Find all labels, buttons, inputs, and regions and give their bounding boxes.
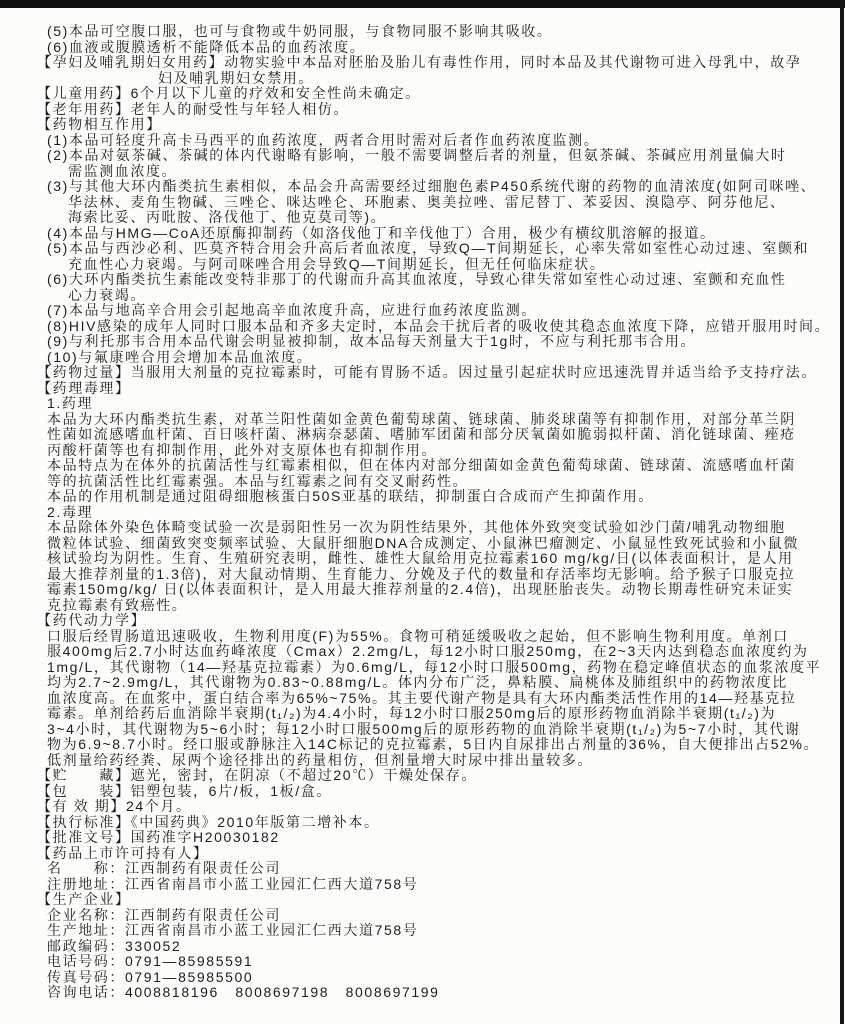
doc-line: 【药代动力学】: [37, 612, 147, 628]
document-text: [0, 24, 845, 1001]
doc-line: 霉素150mg/kg/ 日(以体表面积计，是人用最大推荐剂量的2.4倍)，出现胚胎丧失。动物长期毒性研究未证实: [47, 581, 794, 597]
doc-line: (1)本品可轻度升高卡马西平的血药浓度，两者合用时需对后者作血药浓度监测。: [47, 131, 600, 148]
doc-line: 1.药理: [47, 395, 94, 411]
doc-line: 名 称：江西制药有限责任公司: [47, 860, 281, 876]
doc-line: 【贮 藏】遮光，密封，在阴凉（不超过20℃）干燥处保存。: [37, 767, 477, 783]
doc-line: 传真号码：0791—85985500: [47, 968, 254, 985]
doc-line: 物为6.9~8.7小时。经口服或静脉注入14C标记的克拉霉素，5日内自尿排出占剂量的36%，自大便排出占52%。: [47, 736, 820, 752]
doc-line: 邮政编码：330052: [47, 937, 182, 954]
doc-line: 【药品上市许可持有人】: [37, 844, 209, 861]
doc-line: 微粒体试验、细菌致突变频率试验、大鼠肝细胞DNA合成测定、小鼠淋巴瘤测定、小鼠显性致死试验和小鼠微: [47, 534, 799, 551]
doc-line: 【儿童用药】6个月以下儿童的疗效和安全性尚未确定。: [37, 85, 421, 101]
doc-line: 【药物过量】当服用大剂量的克拉霉素时，可能有胃肠不适。因过量引起症状时应迅速洗胃并适当给予支持疗法。: [37, 364, 817, 380]
doc-line: 本品为大环内酯类抗生素，对革兰阳性菌如金黄色葡萄球菌、链球菌、肺炎球菌等有抑制作用，对部分革兰阴: [47, 410, 796, 427]
doc-line: (6)血液或腹膜透析不能降低本品的血药浓度。: [47, 38, 366, 55]
doc-line: (4)本品与HMG—CoA还原酶抑制药（如洛伐他丁和辛伐他丁）合用，极少有横纹肌溶解的报道。: [47, 224, 716, 241]
doc-line: (10)与氟康唑合用会增加本品血浓度。: [47, 348, 313, 365]
doc-line: 服400mg后2.7小时达血药峰浓度（Cmax）2.2mg/L，每12小时口服250mg，在2~3天内达到稳态血浓度约为: [47, 643, 809, 659]
doc-line: 注册地址：江西省南昌市小蓝工业园汇仁西大道758号: [47, 875, 419, 892]
doc-line: 3~4小时，其代谢物为5~6小时；每12小时口服500mg后的原形药物的血消除半衰期(t₁/₂)为5~7小时，其代谢: [47, 720, 801, 737]
doc-line: (5)本品与西沙必利、匹莫齐特合用会升高后者血浓度，导致Q—T间期延长，心率失常如室性心动过速、室颤和: [47, 240, 810, 256]
doc-line: 需监测血浓度。: [68, 162, 178, 179]
doc-line: (5)本品可空腹口服，也可与食物或牛奶同服，与食物同服不影响其吸收。: [47, 23, 553, 39]
doc-line: 低剂量给药经粪、尿两个途径排出的药量相仿，但剂量增大时尿中排出量较多。: [47, 751, 593, 768]
doc-line: 【有 效 期】24个月。: [37, 798, 192, 814]
doc-line: 口服后经胃肠道迅速吸收，生物利用度(F)为55%。食物可稍延缓吸收之起始，但不影响生物利用度。单剂口: [47, 627, 789, 644]
doc-line: (3)与其他大环内酯类抗生素相似，本品会升高需要经过细胞色素P450系统代谢的药物的血清浓度(如阿司咪唑、: [47, 178, 817, 194]
doc-line: 等的抗菌活性比红霉素强。本品与红霉素之间有交叉耐药性。: [47, 472, 469, 489]
doc-line: 【老年用药】老年人的耐受性与年轻人相仿。: [37, 100, 349, 117]
doc-line: (9)与利托那韦合用本品代谢会明显被抑制，故本品每天剂量大于1g时，不应与利托那韦合用。: [47, 333, 697, 349]
doc-line: (2)本品对氨茶碱、茶碱的体内代谢略有影响，一般不需要调整后者的剂量，但氨茶碱、茶碱应用剂量偏大时: [47, 147, 787, 163]
doc-line: 均为2.7~2.9mg/L，其代谢物为0.83~0.88mg/L。体内分布广泛，鼻粘膜、扁桃体及肺组织中的药物浓度比: [47, 674, 788, 690]
doc-line: 咨询电话：4008818196 8008697198 8008697199: [47, 984, 440, 1000]
doc-line: (6)大环内酯类抗生素能改变特非那丁的代谢而升高其血浓度，导致心律失常如室性心动过速、室颤和充血性: [47, 271, 787, 287]
doc-line: 【生产企业】: [37, 891, 131, 907]
doc-line: 本品特点为在体外的抗菌活性与红霉素相似，但在体内对部分细菌如金黄色葡萄球菌、链球菌、流感嗜血杆菌: [47, 457, 796, 473]
doc-line: 2.毒理: [47, 503, 94, 520]
doc-line: 企业名称：江西制药有限责任公司: [47, 906, 281, 923]
doc-line: 心力衰竭。: [68, 286, 146, 303]
doc-line: 血浓度高。在血浆中，蛋白结合率为65%~75%。其主要代谢产物是具有大环内酯类活性作用的14—羟基克拉: [47, 689, 797, 706]
doc-line: 克拉霉素有致癌性。: [47, 596, 188, 613]
doc-line: 【执行标准】《中国药典》2010年版第二增补本。: [37, 813, 380, 830]
doc-line: 【包 装】铝塑包装，6片/板，1板/盒。: [37, 782, 332, 799]
doc-line: 本品除体外染色体畸变试验一次是弱阳性另一次为阴性结果外，其他体外致突变试验如沙门菌/哺乳动物细胞: [47, 519, 786, 535]
doc-line: 妇及哺乳期妇女禁用。: [158, 69, 314, 86]
doc-line: 丙酸杆菌等也有抑制作用，此外对支原体也有抑制作用。: [47, 441, 437, 458]
doc-line: 【药理毒理】: [37, 379, 131, 396]
doc-line: 【药物相互作用】: [37, 116, 162, 132]
doc-line: (7)本品与地高辛合用会引起地高辛血浓度升高，应进行血药浓度监测。: [47, 302, 537, 318]
doc-line: 本品的作用机制是通过阻碍细胞核蛋白50S亚基的联结，抑制蛋白合成而产生抑菌作用。: [47, 488, 654, 504]
doc-line: 【批准文号】国药准字H20030182: [37, 829, 280, 845]
doc-line: (8)HIV感染的成年人同时口服本品和齐多夫定时，本品会干扰后者的吸收使其稳态血浓度下降，应错开服用时间。: [47, 317, 831, 334]
scan-edge-top: [0, 0, 845, 8]
doc-line: 性菌如流感嗜血杆菌、百日咳杆菌、淋病奈瑟菌、嗜肺军团菌和部分厌氧菌如脆弱拟杆菌、消化链球菌、痤疮: [47, 426, 796, 442]
doc-line: 海索比妥、丙吡胺、洛伐他丁、他克莫司等)。: [68, 209, 387, 225]
doc-line: 1mg/L，其代谢物（14—羟基克拉霉素）为0.6mg/L，每12小时口服500mg，药物在稳定峰值状态的血浆浓度平: [47, 658, 822, 675]
doc-line: 充血性心力衰竭。与阿司咪唑合用会导致Q—T间期延长，但无任何临床症状。: [68, 255, 606, 272]
doc-line: 电话号码：0791—85985591: [47, 953, 254, 969]
doc-line: 核试验均为阴性。生育、生殖研究表明，雌性、雄性大鼠给用克拉霉素160 mg/kg/日(以体表面积计，是人用: [47, 550, 794, 566]
doc-line: 霉素。单剂给药后血消除半衰期(t₁/₂)为4.4小时，每12小时口服250mg后的原形药物血消除半衰期(t₁/₂)为: [47, 705, 777, 721]
doc-line: 生产地址：江西省南昌市小蓝工业园汇仁西大道758号: [47, 922, 419, 938]
doc-line: 华法林、麦角生物碱、三唑仑、咪达唑仑、环胞素、奥美拉唑、雷尼替丁、苯妥因、溴隐亭、阿芬他尼、: [68, 193, 786, 210]
doc-line: 最大推荐剂量的1.3倍)，对大鼠动情期、生育能力、分娩及子代的数量和存活率均无影响。给予猴子口服克拉: [47, 565, 796, 582]
doc-line: 【孕妇及哺乳期妇女用药】动物实验中本品对胚胎及胎儿有毒性作用，同时本品及其代谢物可进入母乳中，故孕: [37, 54, 802, 70]
